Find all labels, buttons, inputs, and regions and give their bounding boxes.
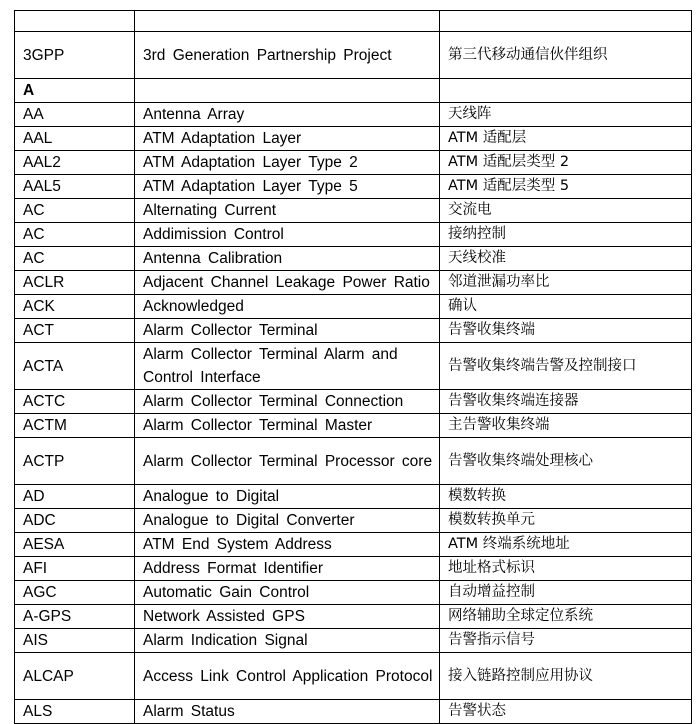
chinese-term-cell: ATM 适配层: [440, 127, 692, 151]
abbreviation-cell: AAL2: [15, 151, 135, 175]
abbreviation-cell: ACTA: [15, 343, 135, 390]
section-letter: A: [15, 79, 135, 103]
chinese-term-cell: ATM 适配层类型 5: [440, 175, 692, 199]
blank-cell: [135, 11, 440, 32]
english-term-cell: Analogue to Digital: [135, 485, 440, 509]
blank-cell: [135, 79, 440, 103]
table-row: [15, 343, 692, 390]
table-row: [15, 414, 692, 438]
abbreviation-cell: AAL5: [15, 175, 135, 199]
abbreviation-cell: AD: [15, 485, 135, 509]
abbreviation-cell: AA: [15, 103, 135, 127]
english-term-cell: Antenna Array: [135, 103, 440, 127]
english-term-cell: Network Assisted GPS: [135, 605, 440, 629]
chinese-term-cell: 天线阵: [440, 103, 692, 127]
english-term-cell: ATM Adaptation Layer Type 2: [135, 151, 440, 175]
chinese-term-cell: 接入链路控制应用协议: [440, 653, 692, 700]
chinese-term-cell: 交流电: [440, 199, 692, 223]
chinese-term-cell: 自动增益控制: [440, 581, 692, 605]
english-term-cell: Analogue to Digital Converter: [135, 509, 440, 533]
abbreviation-cell: ACK: [15, 295, 135, 319]
abbreviation-cell: 3GPP: [15, 32, 135, 79]
blank-header-row: [15, 11, 692, 32]
abbreviation-cell: AC: [15, 247, 135, 271]
blank-cell: [440, 11, 692, 32]
table-row: [15, 390, 692, 414]
blank-cell: [15, 11, 135, 32]
chinese-term-cell: 告警收集终端告警及控制接口: [440, 343, 692, 390]
english-term-cell: Automatic Gain Control: [135, 581, 440, 605]
abbreviation-cell: ALS: [15, 700, 135, 724]
english-term-cell: Antenna Calibration: [135, 247, 440, 271]
chinese-term-cell: 模数转换: [440, 485, 692, 509]
english-term-cell: Alarm Collector Terminal Connection: [135, 390, 440, 414]
english-term-cell: Alarm Indication Signal: [135, 629, 440, 653]
table-row: [15, 151, 692, 175]
english-term-cell: Acknowledged: [135, 295, 440, 319]
table-row: [15, 581, 692, 605]
chinese-term-cell: 接纳控制: [440, 223, 692, 247]
abbreviation-cell: AIS: [15, 629, 135, 653]
chinese-term-cell: 告警收集终端: [440, 319, 692, 343]
abbreviation-cell: ALCAP: [15, 653, 135, 700]
chinese-term-cell: 告警指示信号: [440, 629, 692, 653]
english-term-cell: Access Link Control Application Protocol: [135, 653, 440, 700]
table-row: [15, 653, 692, 700]
table-row: [15, 485, 692, 509]
chinese-term-cell: ATM 适配层类型 2: [440, 151, 692, 175]
table-row: [15, 271, 692, 295]
chinese-term-cell: 天线校准: [440, 247, 692, 271]
english-term-cell: Alarm Status: [135, 700, 440, 724]
table-row: [15, 605, 692, 629]
chinese-term-cell: 告警收集终端处理核心: [440, 438, 692, 485]
blank-cell: [440, 79, 692, 103]
chinese-term-cell: 地址格式标识: [440, 557, 692, 581]
chinese-term-cell: 告警收集终端连接器: [440, 390, 692, 414]
english-term-cell: Address Format Identifier: [135, 557, 440, 581]
table-row: [15, 127, 692, 151]
abbreviation-table-body: [15, 11, 692, 724]
english-term-cell: ATM End System Address: [135, 533, 440, 557]
section-header-row: [15, 79, 692, 103]
chinese-term-cell: 确认: [440, 295, 692, 319]
table-row: [15, 175, 692, 199]
english-term-cell: ATM Adaptation Layer Type 5: [135, 175, 440, 199]
abbreviation-cell: AAL: [15, 127, 135, 151]
chinese-term-cell: 告警状态: [440, 700, 692, 724]
abbreviation-cell: ACTM: [15, 414, 135, 438]
chinese-term-cell: 模数转换单元: [440, 509, 692, 533]
abbreviation-cell: AC: [15, 223, 135, 247]
table-row: [15, 295, 692, 319]
abbreviation-cell: ACLR: [15, 271, 135, 295]
table-row: [15, 103, 692, 127]
abbreviation-cell: ACT: [15, 319, 135, 343]
abbreviation-cell: A-GPS: [15, 605, 135, 629]
abbreviation-cell: AC: [15, 199, 135, 223]
chinese-term-cell: 主告警收集终端: [440, 414, 692, 438]
table-row: [15, 700, 692, 724]
english-term-cell: Alternating Current: [135, 199, 440, 223]
table-row: [15, 438, 692, 485]
table-row: [15, 199, 692, 223]
english-term-cell: Addimission Control: [135, 223, 440, 247]
chinese-term-cell: 邻道泄漏功率比: [440, 271, 692, 295]
abbreviation-cell: ACTP: [15, 438, 135, 485]
abbreviation-cell: AESA: [15, 533, 135, 557]
table-row: [15, 629, 692, 653]
table-row: [15, 247, 692, 271]
table-row: [15, 509, 692, 533]
table-row: [15, 32, 692, 79]
table-row: [15, 533, 692, 557]
table-row: [15, 223, 692, 247]
english-term-cell: Alarm Collector Terminal Alarm and Control Interface: [135, 343, 440, 390]
abbreviation-cell: ADC: [15, 509, 135, 533]
abbreviation-table: [14, 10, 692, 724]
table-row: [15, 557, 692, 581]
abbreviation-cell: ACTC: [15, 390, 135, 414]
chinese-term-cell: 第三代移动通信伙伴组织: [440, 32, 692, 79]
english-term-cell: ATM Adaptation Layer: [135, 127, 440, 151]
english-term-cell: 3rd Generation Partnership Project: [135, 32, 440, 79]
chinese-term-cell: ATM 终端系统地址: [440, 533, 692, 557]
abbreviation-cell: AFI: [15, 557, 135, 581]
chinese-term-cell: 网络辅助全球定位系统: [440, 605, 692, 629]
table-row: [15, 319, 692, 343]
english-term-cell: Alarm Collector Terminal: [135, 319, 440, 343]
english-term-cell: Alarm Collector Terminal Master: [135, 414, 440, 438]
english-term-cell: Adjacent Channel Leakage Power Ratio: [135, 271, 440, 295]
abbreviation-cell: AGC: [15, 581, 135, 605]
english-term-cell: Alarm Collector Terminal Processor core: [135, 438, 440, 485]
